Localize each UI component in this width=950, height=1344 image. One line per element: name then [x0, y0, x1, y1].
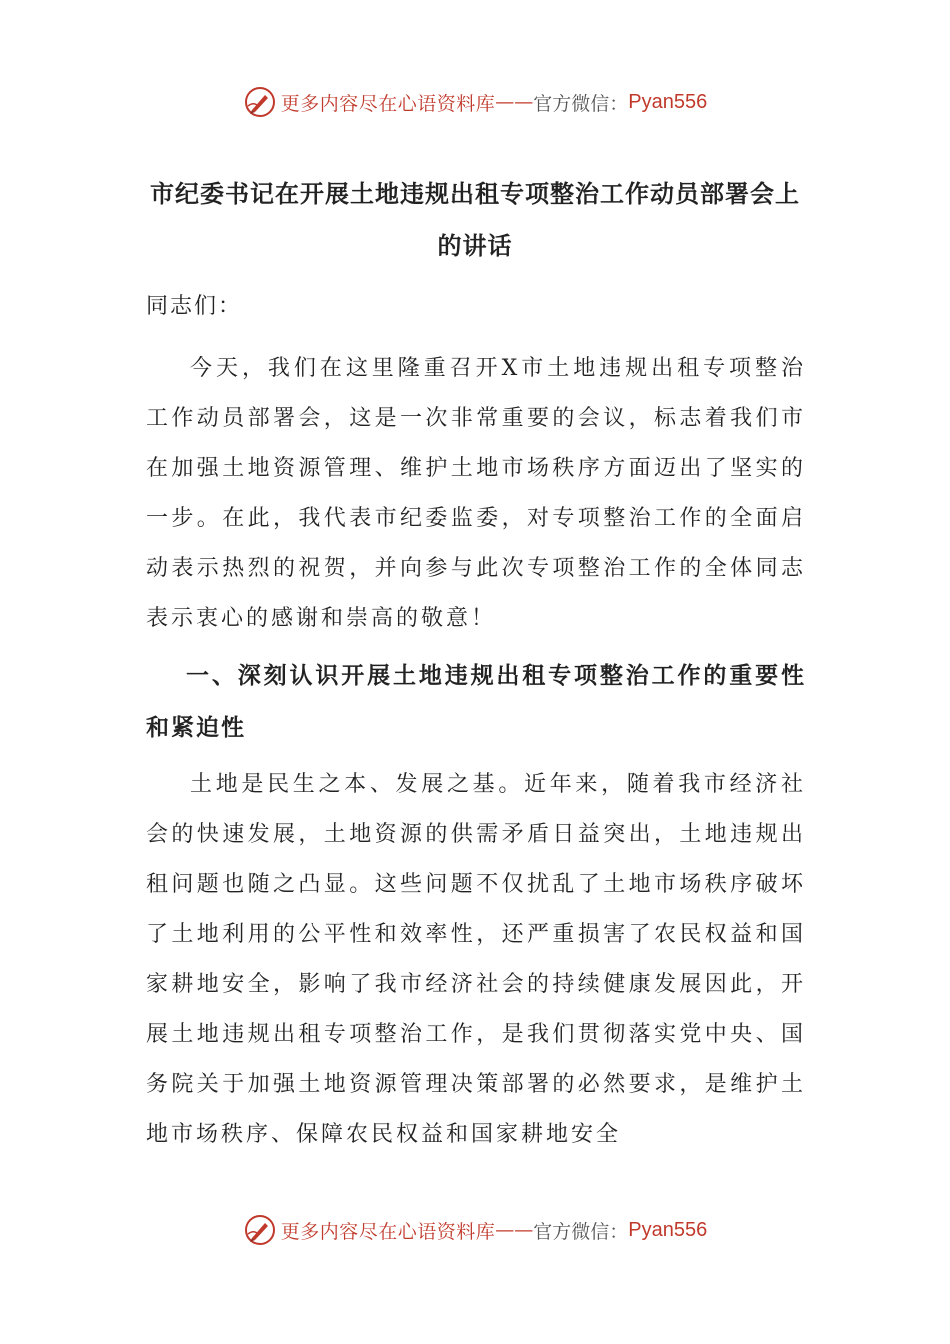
salutation: 同志们： [146, 294, 243, 319]
footer-banner [0, 1210, 950, 1250]
document-body [146, 282, 806, 1160]
banner-text: 更多内容尽在心语资料库 [280, 92, 496, 115]
paragraph-section-1: 土地是民生之本、发展之基。近年来，随着我市经济社会的快速发展，土地资源的供需矛盾日益突出，土地违规出租问题也随之凸显。这些问题不仅扰乱了土地市场秩序破坏了土地利用的公平性和效率性，还严重损害了农民权益和国家耕地安全，影响了我市经济社会的持续健康发展因此，开展土地违规出租专项整治工作，是我们贯彻落实党中央、国务院关于加强土地资源管理决策部署的必然要求，是维护土地市场秩序、保障农民权益和国家耕地安全 [146, 772, 806, 1147]
pen-logo-icon [243, 1213, 277, 1247]
pen-logo-icon [243, 85, 277, 119]
banner-wechat-id: Pyan556 [628, 90, 708, 113]
header-banner [0, 82, 950, 122]
banner-wechat-label: 官方微信： [533, 92, 629, 115]
banner-separator: —— [495, 1219, 534, 1241]
banner-separator: —— [495, 91, 534, 113]
banner-wechat-id: Pyan556 [628, 1218, 708, 1241]
paragraph-intro: 今天，我们在这里隆重召开X市土地违规出租专项整治工作动员部署会，这是一次非常重要的会议，标志着我们市在加强土地资源管理、维护土地市场秩序方面迈出了坚实的一步。在此，我代表市纪委监委，对专项整治工作的全面启动表示热烈的祝贺，并向参与此次专项整治工作的全体同志表示衷心的感谢和崇高的敬意！ [146, 356, 806, 631]
banner-wechat-label: 官方微信： [533, 1220, 629, 1243]
section-heading: 一、深刻认识开展土地违规出租专项整治工作的重要性和紧迫性 [146, 663, 806, 741]
banner-text: 更多内容尽在心语资料库 [280, 1220, 496, 1243]
document-title: 市纪委书记在开展土地违规出租专项整治工作动员部署会上的讲话 [150, 180, 800, 260]
